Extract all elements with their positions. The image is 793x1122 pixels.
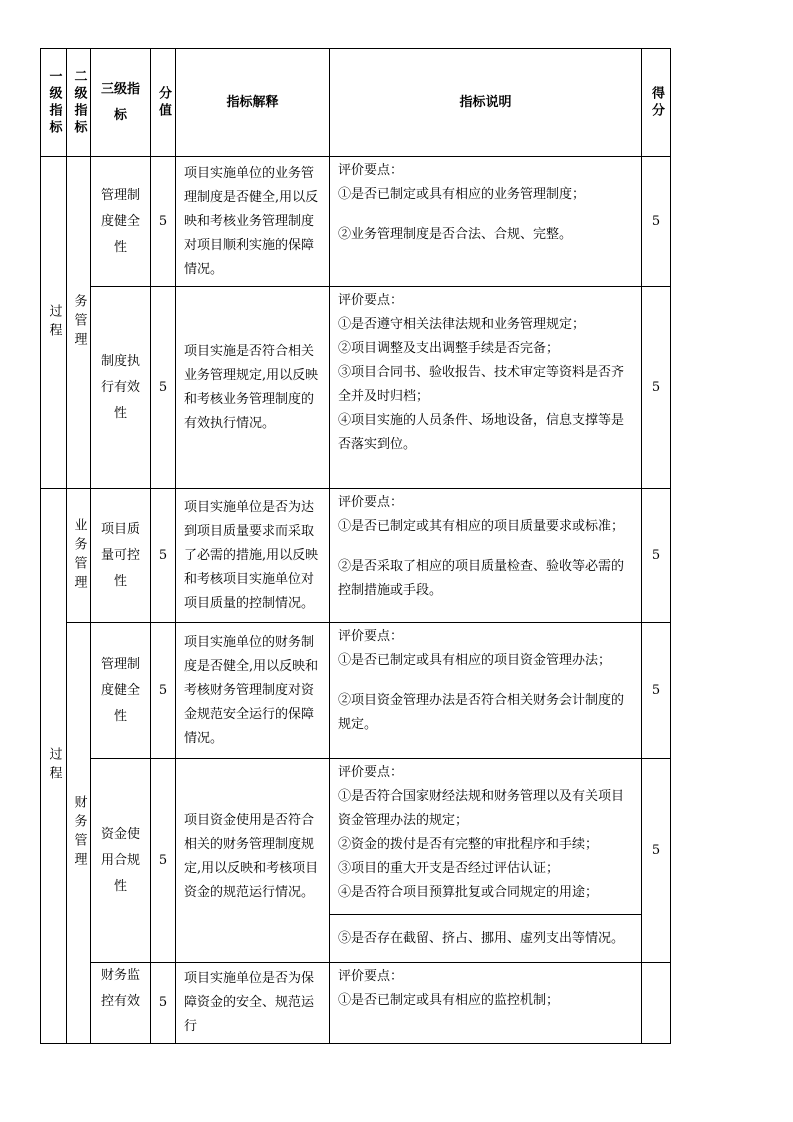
score-cell: 5 — [642, 489, 671, 623]
table-row — [41, 759, 671, 915]
level2-cell: 财务管理 — [67, 623, 91, 1044]
header-level1: 一级指标 — [41, 49, 67, 157]
description-cell: 评价要点： ①是否遵守相关法律法规和业务管理规定； ②项目调整及支出调整手续是否完备； ③项目合同书、验收报告、技术审定等资料是否齐全并及时归档； ④项目实施的人员条件、场地设备，信息支撑等是否落实到位。 — [330, 287, 642, 489]
level3-cell: 管理制度健全性 — [91, 623, 151, 759]
header-description: 指标说明 — [330, 49, 642, 157]
interpretation-cell: 项目实施单位是否为达到项目质量要求而采取了必需的措施,用以反映和考核项目实施单位对项目质量的控制情况。 — [176, 489, 330, 623]
level1-cell: 过程 — [41, 489, 67, 1044]
score-cell: 5 — [642, 623, 671, 759]
level2-cell: 务管理 — [67, 157, 91, 489]
table-row — [41, 489, 671, 623]
interpretation-cell: 项目资金使用是否符合相关的财务管理制度规定,用以反映和考核项目资金的规范运行情况。 — [176, 759, 330, 963]
points-cell: 5 — [151, 157, 176, 287]
table-row — [41, 623, 671, 759]
interpretation-cell: 项目实施单位的业务管理制度是否健全,用以反映和考核业务管理制度对项目顺利实施的保障情况。 — [176, 157, 330, 287]
table-row — [41, 963, 671, 1044]
table-row — [41, 157, 671, 287]
header-level2: 二级指标 — [67, 49, 91, 157]
evaluation-table — [40, 48, 671, 1044]
header-points: 分值 — [151, 49, 176, 157]
level3-cell: 项目质量可控性 — [91, 489, 151, 623]
points-cell: 5 — [151, 759, 176, 963]
score-cell: 5 — [642, 759, 671, 963]
score-cell: 5 — [642, 287, 671, 489]
interpretation-cell: 项目实施单位是否为保障资金的安全、规范运行 — [176, 963, 330, 1044]
points-cell: 5 — [151, 489, 176, 623]
level1-cell: 过程 — [41, 157, 67, 489]
points-cell: 5 — [151, 287, 176, 489]
level3-cell: 资金使用合规性 — [91, 759, 151, 963]
points-cell: 5 — [151, 623, 176, 759]
header-row — [41, 49, 671, 157]
score-cell: 5 — [642, 157, 671, 287]
description-cell: 评价要点： ①是否已制定或具有相应的监控机制； — [330, 963, 642, 1044]
points-cell: 5 — [151, 963, 176, 1044]
score-cell — [642, 963, 671, 1044]
level3-cell: 制度执行有效性 — [91, 287, 151, 489]
description-cell: 评价要点： ①是否已制定或具有相应的业务管理制度； ②业务管理制度是否合法、合规、完整。 — [330, 157, 642, 287]
interpretation-cell: 项目实施单位的财务制度是否健全,用以反映和考核财务管理制度对资金规范安全运行的保障情况。 — [176, 623, 330, 759]
header-score: 得分 — [642, 49, 671, 157]
description-cell-extra: ⑤是否存在截留、挤占、挪用、虚列支出等情况。 — [330, 915, 642, 963]
header-level3: 三级指标 — [91, 49, 151, 157]
level3-cell: 财务监控有效 — [91, 963, 151, 1044]
level3-cell: 管理制度健全性 — [91, 157, 151, 287]
level2-cell: 业务管理 — [67, 489, 91, 623]
table-row — [41, 287, 671, 489]
description-cell: 评价要点： ①是否已制定或具有相应的项目资金管理办法； ②项目资金管理办法是否符合相关财务会计制度的规定。 — [330, 623, 642, 759]
header-interpretation: 指标解释 — [176, 49, 330, 157]
interpretation-cell: 项目实施是否符合相关业务管理规定,用以反映和考核业务管理制度的有效执行情况。 — [176, 287, 330, 489]
description-cell: 评价要点： ①是否已制定或其有相应的项目质量要求或标准； ②是否采取了相应的项目质量检查、验收等必需的控制措施或手段。 — [330, 489, 642, 623]
description-cell: 评价要点： ①是否符合国家财经法规和财务管理以及有关项目资金管理办法的规定； ②资金的拨付是否有完整的审批程序和手续； ③项目的重大开支是否经过评估认证； ④是否符合项目预算批复或合同规定的用途； — [330, 759, 642, 915]
